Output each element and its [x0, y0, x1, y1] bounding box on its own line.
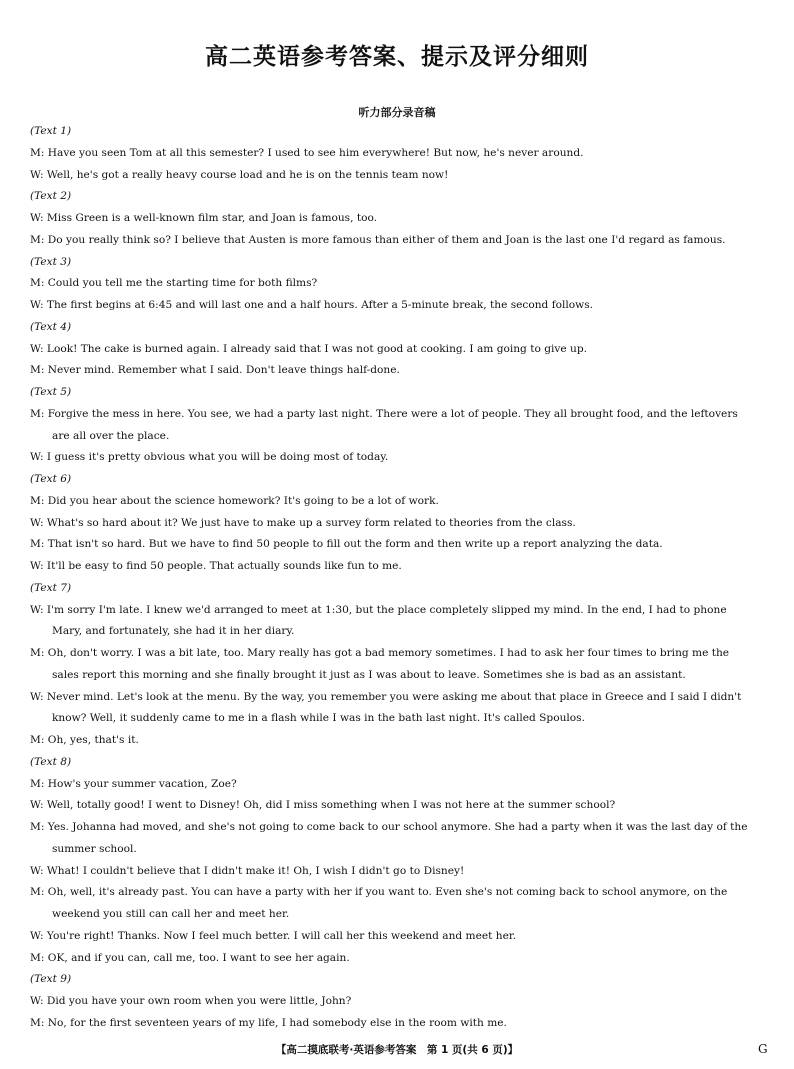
transcript-line: M: Forgive the mess in here. You see, we had a party last night. There were a lot of people. They all brought food, and the leftovers: [30, 407, 738, 420]
transcript-line: W: Look! The cake is burned again. I already said that I was not good at cooking. I am going to give up.: [30, 342, 587, 355]
transcript-line: M: How's your summer vacation, Zoe?: [30, 777, 237, 790]
text-label: (Text 3): [30, 255, 72, 268]
transcript-line: M: Did you hear about the science homework? It's going to be a lot of work.: [30, 494, 439, 507]
text-label: (Text 9): [30, 973, 72, 986]
text-label: (Text 4): [30, 320, 72, 333]
transcript-line: M: Have you seen Tom at all this semester? I used to see him everywhere! But now, he's never around.: [30, 146, 584, 159]
transcript-line: summer school.: [52, 842, 137, 855]
transcript-line: W: Well, totally good! I went to Disney! Oh, did I miss something when I was not here at the summer school?: [30, 799, 616, 812]
transcript-line: W: You're right! Thanks. Now I feel much better. I will call her this weekend and meet her.: [30, 929, 517, 942]
transcript-line: W: I guess it's pretty obvious what you will be doing most of today.: [30, 451, 389, 464]
transcript-line: W: What's so hard about it? We just have to make up a survey form related to theories from the class.: [30, 516, 576, 529]
transcript-line: M: Oh, yes, that's it.: [30, 734, 139, 746]
transcript-line: are all over the place.: [52, 429, 170, 442]
text-label: (Text 5): [30, 386, 72, 398]
text-label: (Text 2): [30, 190, 72, 203]
transcript-line: Mary, and fortunately, she had it in her diary.: [52, 625, 295, 638]
transcript-body: [30, 121, 770, 1035]
transcript-line: M: No, for the first seventeen years of my life, I had somebody else in the room with me.: [30, 1016, 507, 1029]
transcript-line: M: Could you tell me the starting time for both films?: [30, 277, 318, 290]
transcript-line: sales report this morning and she finally brought it just as I was about to leave. Sometimes she is bad as an assistant.: [52, 668, 686, 681]
page-title: 高二英语参考答案、提示及评分细则: [205, 44, 589, 70]
transcript-line: W: The first begins at 6:45 and will last one and a half hours. After a 5-minute break, the second follows.: [30, 299, 594, 311]
transcript-line: W: Did you have your own room when you were little, John?: [30, 995, 352, 1007]
transcript-line: W: I'm sorry I'm late. I knew we'd arranged to meet at 1:30, but the place completely slipped my mind. In the end, I had to phone: [30, 603, 727, 616]
text-label: (Text 7): [30, 581, 72, 594]
text-label: (Text 8): [30, 755, 72, 768]
section-subtitle: 听力部分录音稿: [358, 106, 436, 119]
page-footer: 【高二摸底联考·英语参考答案 第 1 页(共 6 页)】: [275, 1044, 519, 1056]
transcript-line: M: Do you really think so? I believe that Austen is more famous than either of them and Joan is the last one I'd regard as famous.: [30, 233, 726, 246]
text-label: (Text 6): [30, 473, 72, 485]
transcript-line: M: Yes. Johanna had moved, and she's not going to come back to our school anymore. She had a party when it was the last day of the: [30, 821, 748, 833]
transcript-line: M: Never mind. Remember what I said. Don't leave things half-done.: [30, 364, 400, 377]
version-code: G: [758, 1042, 768, 1056]
transcript-line: M: OK, and if you can, call me, too. I want to see her again.: [30, 951, 350, 964]
transcript-line: know? Well, it suddenly came to me in a flash while I was in the bath last night. It's called Spoulos.: [52, 712, 585, 725]
transcript-line: M: That isn't so hard. But we have to find 50 people to fill out the form and then write up a report analyzing the data.: [30, 538, 663, 551]
transcript-line: M: Oh, well, it's already past. You can have a party with her if you want to. Even she's not coming back to school anymore, on the: [30, 886, 728, 899]
transcript-line: W: What! I couldn't believe that I didn't make it! Oh, I wish I didn't go to Disney!: [30, 864, 465, 877]
transcript-line: W: Well, he's got a really heavy course load and he is on the tennis team now!: [30, 168, 449, 181]
transcript-line: M: Oh, don't worry. I was a bit late, too. Mary really has got a bad memory sometimes. I had to ask her four times to bring me the: [30, 647, 730, 659]
transcript-line: W: It'll be easy to find 50 people. That actually sounds like fun to me.: [30, 560, 402, 572]
transcript-line: W: Never mind. Let's look at the menu. By the way, you remember you were asking me about that place in Greece and I said I didn't: [30, 690, 742, 703]
transcript-line: W: Miss Green is a well-known film star, and Joan is famous, too.: [30, 212, 378, 224]
text-label: (Text 1): [30, 125, 72, 137]
transcript-line: weekend you still can call her and meet her.: [52, 908, 290, 920]
